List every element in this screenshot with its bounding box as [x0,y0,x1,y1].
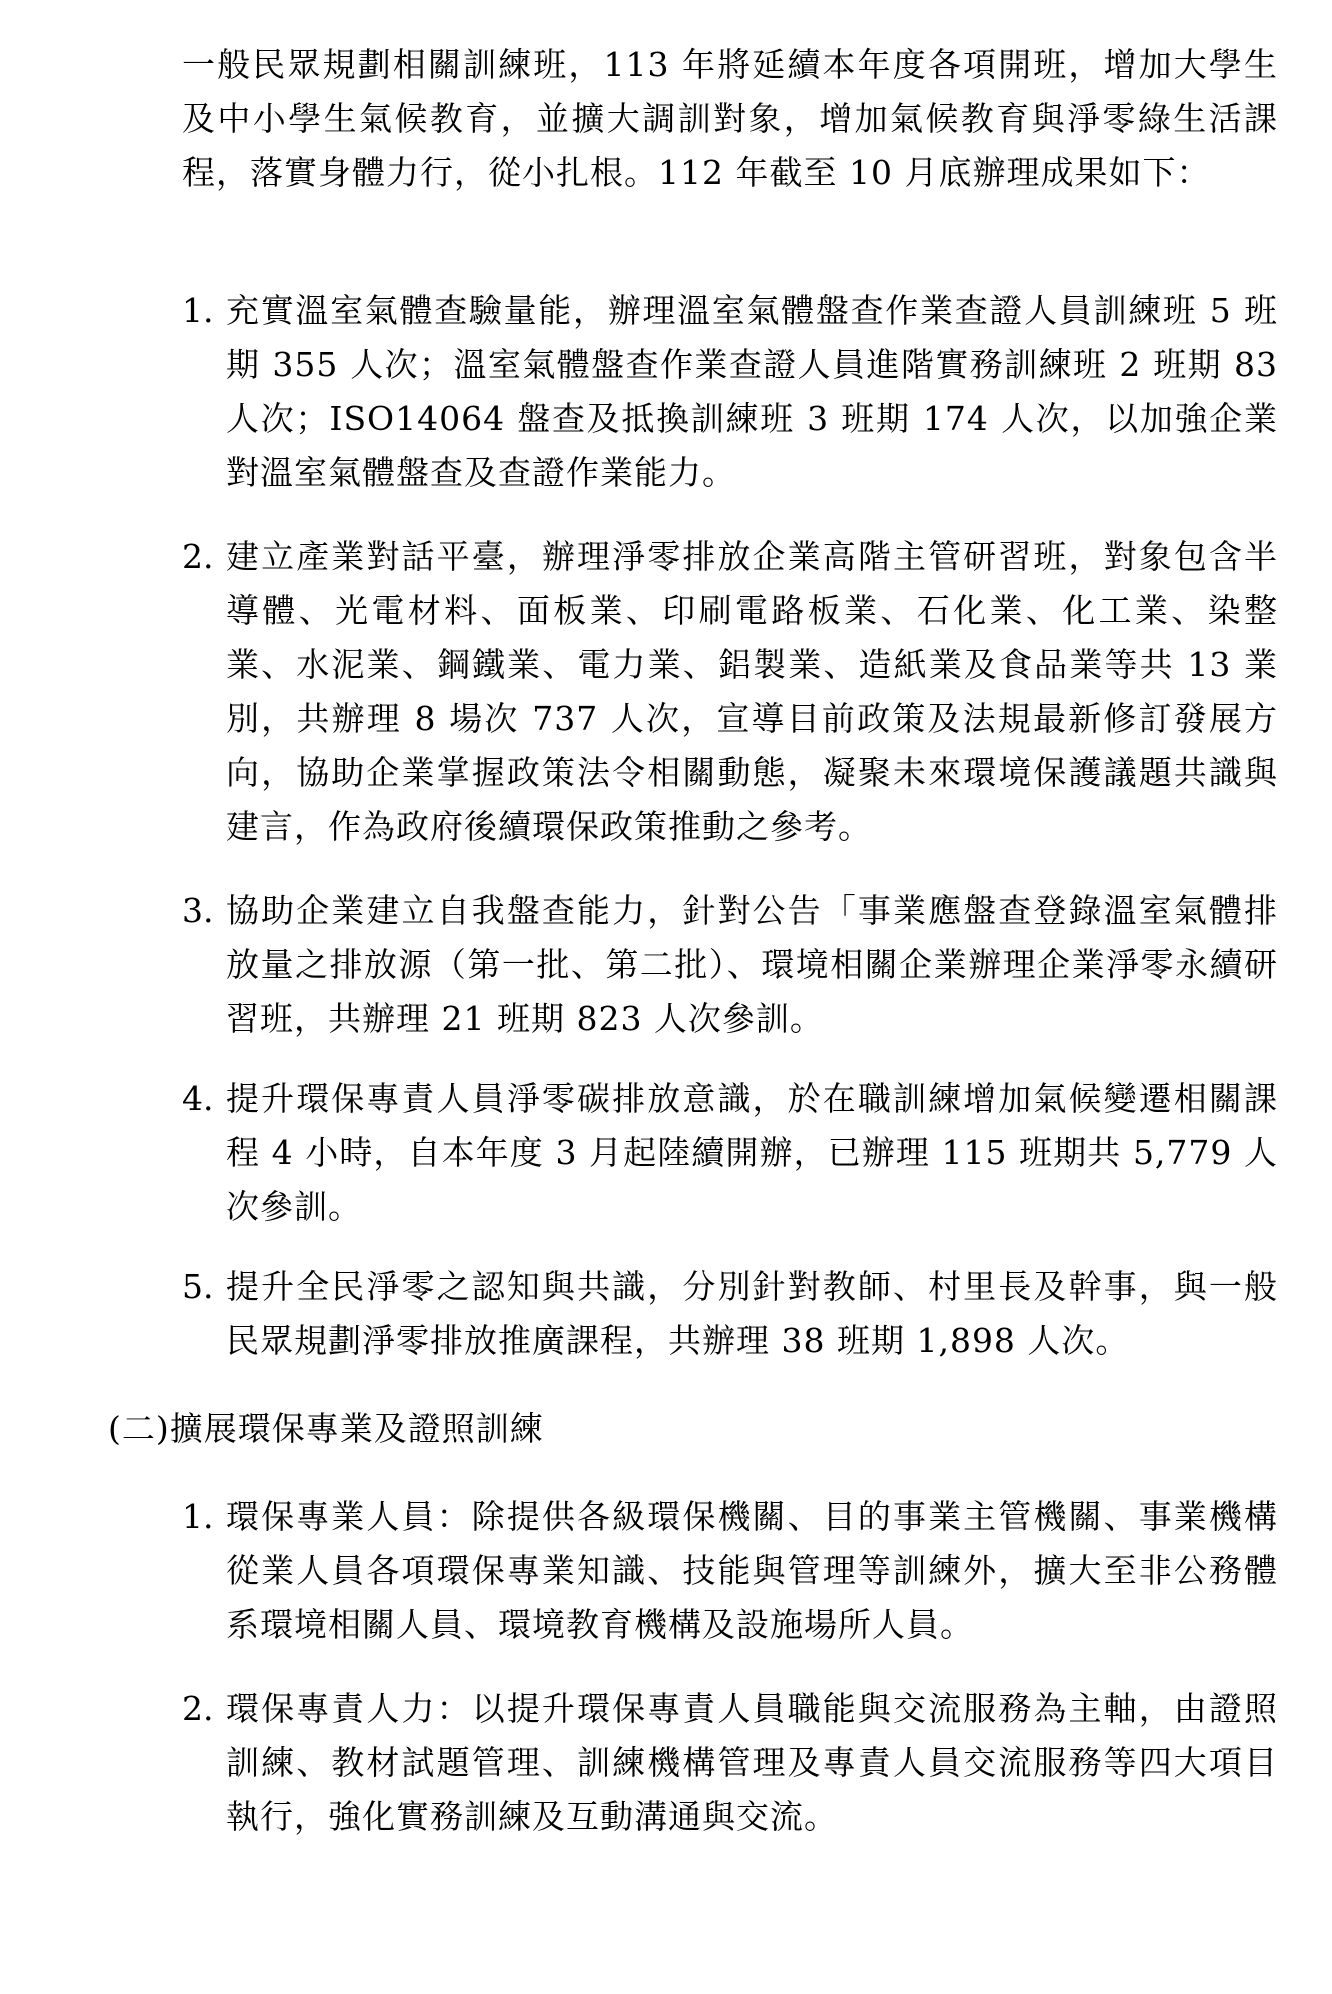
list-item-text: 環保專責人力：以提升環保專責人員職能與交流服務為主軸，由證照訓練、教材試題管理、訓練機構管理及專責人員交流服務等四大項目執行，強化實務訓練及互動溝通與交流。 [226,1689,1278,1836]
list-item-text: 協助企業建立自我盤查能力，針對公告「事業應盤查登錄溫室氣體排放量之排放源（第一批、第二批）、環境相關企業辦理企業淨零永續研習班，共辦理 21 班期 823 人次參訓。 [226,891,1278,1038]
list-item-number: 2. [182,537,214,576]
list-item-number: 4. [182,1079,214,1118]
list-item-text: 環保專業人員：除提供各級環保機關、目的事業主管機關、事業機構從業人員各項環保專業知識、技能與管理等訓練外，擴大至非公務體系環境相關人員、環境教育機構及設施場所人員。 [226,1497,1278,1644]
list-item-number: 2. [182,1689,214,1728]
list-item-text: 提升全民淨零之認知與共識，分別針對教師、村里長及幹事，與一般民眾規劃淨零排放推廣課程，共辦理 38 班期 1,898 人次。 [226,1267,1278,1360]
section-heading: (二)擴展環保專業及證照訓練 [108,1409,544,1448]
list-item-number: 5. [182,1267,214,1306]
list-item-text: 提升環保專責人員淨零碳排放意識，於在職訓練增加氣候變遷相關課程 4 小時，自本年度 3 月起陸續開辦，已辦理 115 班期共 5,779 人次參訓。 [226,1079,1278,1226]
list-item-number: 3. [182,891,214,930]
list-item-text: 建立產業對話平臺，辦理淨零排放企業高階主管研習班，對象包含半導體、光電材料、面板業、印刷電路板業、石化業、化工業、染整業、水泥業、鋼鐵業、電力業、鋁製業、造紙業及食品業等共 13 業別，共辦理 8 場次 737 人次，宣導目前政策及法規最新修訂發展方向，協助企業掌握政策法令相關動態，凝聚未來環境保護議題共識與建言，作為政府後續環保政策推動之參考。 [226,537,1278,846]
list-item-text: 充實溫室氣體查驗量能，辦理溫室氣體盤查作業查證人員訓練班 5 班期 355 人次；溫室氣體盤查作業查證人員進階實務訓練班 2 班期 83 人次；ISO14064 盤查及抵換訓練班 3 班期 174 人次，以加強企業對溫室氣體盤查及查證作業能力。 [226,291,1278,492]
intro-paragraph: 一般民眾規劃相關訓練班，113 年將延續本年度各項開班，增加大學生及中小學生氣候教育，並擴大調訓對象，增加氣候教育與淨零綠生活課程，落實身體力行，從小扎根。112 年截至 10 月底辦理成果如下： [182,45,1278,192]
list-item-number: 1. [182,291,214,330]
list-item-number: 1. [182,1497,214,1536]
